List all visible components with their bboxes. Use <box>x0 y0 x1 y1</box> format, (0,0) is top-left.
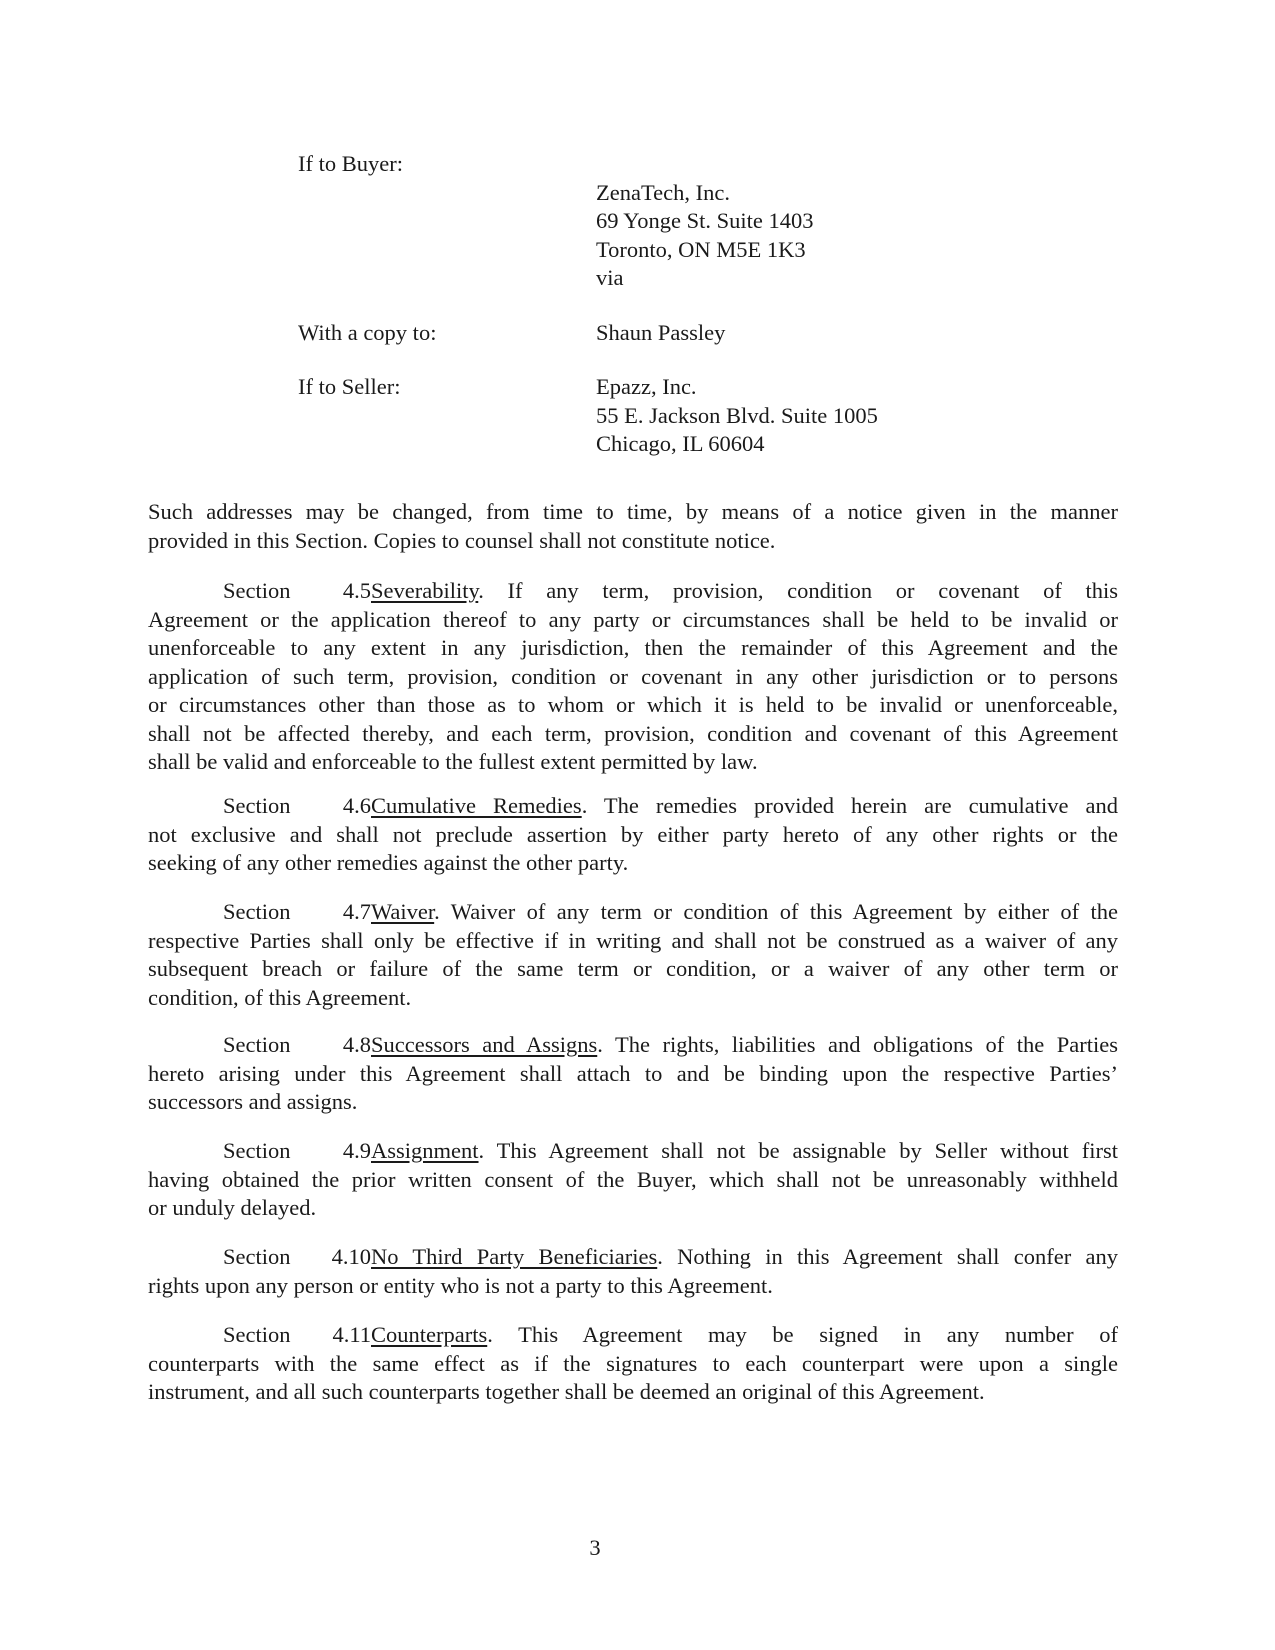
notice-address <box>596 150 998 293</box>
section-number: Section 4.6 <box>223 793 371 818</box>
notice-address <box>596 373 998 459</box>
paragraph-line: shall not be affected thereby, and each term, provision, condition and covenant of this Agreement <box>148 720 1118 746</box>
section-4-8 <box>148 1031 1118 1117</box>
notice-seller <box>298 373 998 459</box>
section-4-6 <box>148 792 1118 878</box>
section-heading: Counterparts <box>371 1322 488 1347</box>
section-4-5 <box>148 577 1118 777</box>
paragraph-line: not exclusive and shall not preclude assertion by either party hereto of any other rights or the <box>148 821 1118 847</box>
paragraph-line: counterparts with the same effect as if the signatures to each counterpart were upon a single <box>148 1350 1118 1376</box>
section-4-11 <box>148 1321 1118 1407</box>
section-number: Section 4.11 <box>223 1322 371 1347</box>
section-heading: Waiver <box>371 899 435 924</box>
paragraph-line: Agreement or the application thereof to any party or circumstances shall be held to be invalid or <box>148 606 1118 632</box>
paragraph-line: provided in this Section. Copies to counsel shall not constitute notice. <box>148 527 776 553</box>
notice-label: If to Seller: <box>298 374 401 399</box>
paragraph-line: rights upon any person or entity who is not a party to this Agreement. <box>148 1272 773 1298</box>
section-first-line <box>148 1321 1118 1350</box>
paragraph-line: application of such term, provision, condition or covenant in any other jurisdiction or to persons <box>148 663 1118 689</box>
section-number: Section 4.7 <box>223 899 371 924</box>
address-line <box>596 150 998 179</box>
section-first-line <box>148 577 1118 606</box>
paragraph-line: respective Parties shall only be effective if in writing and shall not be construed as a waiver of any <box>148 927 1118 953</box>
address-line: ZenaTech, Inc. <box>596 179 730 205</box>
paragraph-line: or unduly delayed. <box>148 1195 317 1220</box>
section-heading: Successors and Assigns <box>371 1032 598 1057</box>
section-text: . This Agreement shall not be assignable by Seller without first <box>478 1138 1118 1163</box>
paragraph-line: seeking of any other remedies against the other party. <box>148 850 629 875</box>
paragraph-line: unenforceable to any extent in any jurisdiction, then the remainder of this Agreement and the <box>148 635 1118 660</box>
section-text: . Nothing in this Agreement shall confer any <box>657 1244 1118 1269</box>
section-heading: No Third Party Beneficiaries <box>371 1244 658 1269</box>
section-4-10 <box>148 1243 1118 1300</box>
paragraph-line: instrument, and all such counterparts together shall be deemed an original of this Agreement. <box>148 1379 985 1404</box>
address-line: Toronto, ON M5E 1K3 <box>596 236 806 262</box>
address-line: 69 Yonge St. Suite 1403 <box>596 208 814 233</box>
paragraph-line: or circumstances other than those as to whom or which it is held to be invalid or unenforceable, <box>148 692 1118 717</box>
section-first-line <box>148 1137 1118 1166</box>
notice-addresses <box>298 150 998 459</box>
paragraph-line: subsequent breach or failure of the same term or condition, or a waiver of any other term or <box>148 956 1118 981</box>
paragraph-line: successors and assigns. <box>148 1089 358 1114</box>
section-heading: Cumulative Remedies <box>371 793 582 818</box>
notice-label: If to Buyer: <box>298 151 403 176</box>
section-first-line <box>148 1031 1118 1060</box>
section-first-line <box>148 792 1118 821</box>
notice-copy <box>298 319 998 348</box>
paragraph-line: Such addresses may be changed, from time to time, by means of a notice given in the manner <box>148 499 1118 524</box>
section-text: . This Agreement may be signed in any number of <box>487 1322 1118 1347</box>
section-number: Section 4.8 <box>223 1032 371 1057</box>
paragraph-line: shall be valid and enforceable to the fullest extent permitted by law. <box>148 749 758 774</box>
notice-label: With a copy to: <box>298 319 437 345</box>
section-4-7 <box>148 898 1118 1012</box>
section-text: . The rights, liabilities and obligations of the Parties <box>597 1032 1119 1057</box>
section-text: . If any term, provision, condition or covenant of this <box>478 578 1118 603</box>
section-first-line <box>148 898 1118 927</box>
page-number: 3 <box>589 1535 601 1560</box>
notice-address <box>596 319 998 348</box>
section-heading: Severability <box>371 578 479 603</box>
section-number: Section 4.5 <box>223 578 371 603</box>
notice-buyer <box>298 150 998 293</box>
section-heading: Assignment <box>371 1138 479 1163</box>
section-text: . Waiver of any term or condition of this Agreement by either of the <box>434 899 1118 924</box>
address-line: 55 E. Jackson Blvd. Suite 1005 <box>596 402 878 428</box>
closing-paragraph <box>148 498 1118 555</box>
section-number: Section 4.10 <box>223 1244 371 1269</box>
paragraph-line: hereto arising under this Agreement shall attach to and be binding upon the respective Parties’ <box>148 1060 1118 1086</box>
section-first-line <box>148 1243 1118 1272</box>
address-line: Chicago, IL 60604 <box>596 431 765 456</box>
address-line: via <box>596 265 624 290</box>
paragraph-line: having obtained the prior written consent of the Buyer, which shall not be unreasonably withheld <box>148 1166 1118 1192</box>
paragraph-line: condition, of this Agreement. <box>148 984 412 1010</box>
address-line: Shaun Passley <box>596 319 726 345</box>
section-4-9 <box>148 1137 1118 1223</box>
section-text: . The remedies provided herein are cumulative and <box>581 793 1118 818</box>
section-number: Section 4.9 <box>223 1138 371 1163</box>
address-line: Epazz, Inc. <box>596 374 697 399</box>
